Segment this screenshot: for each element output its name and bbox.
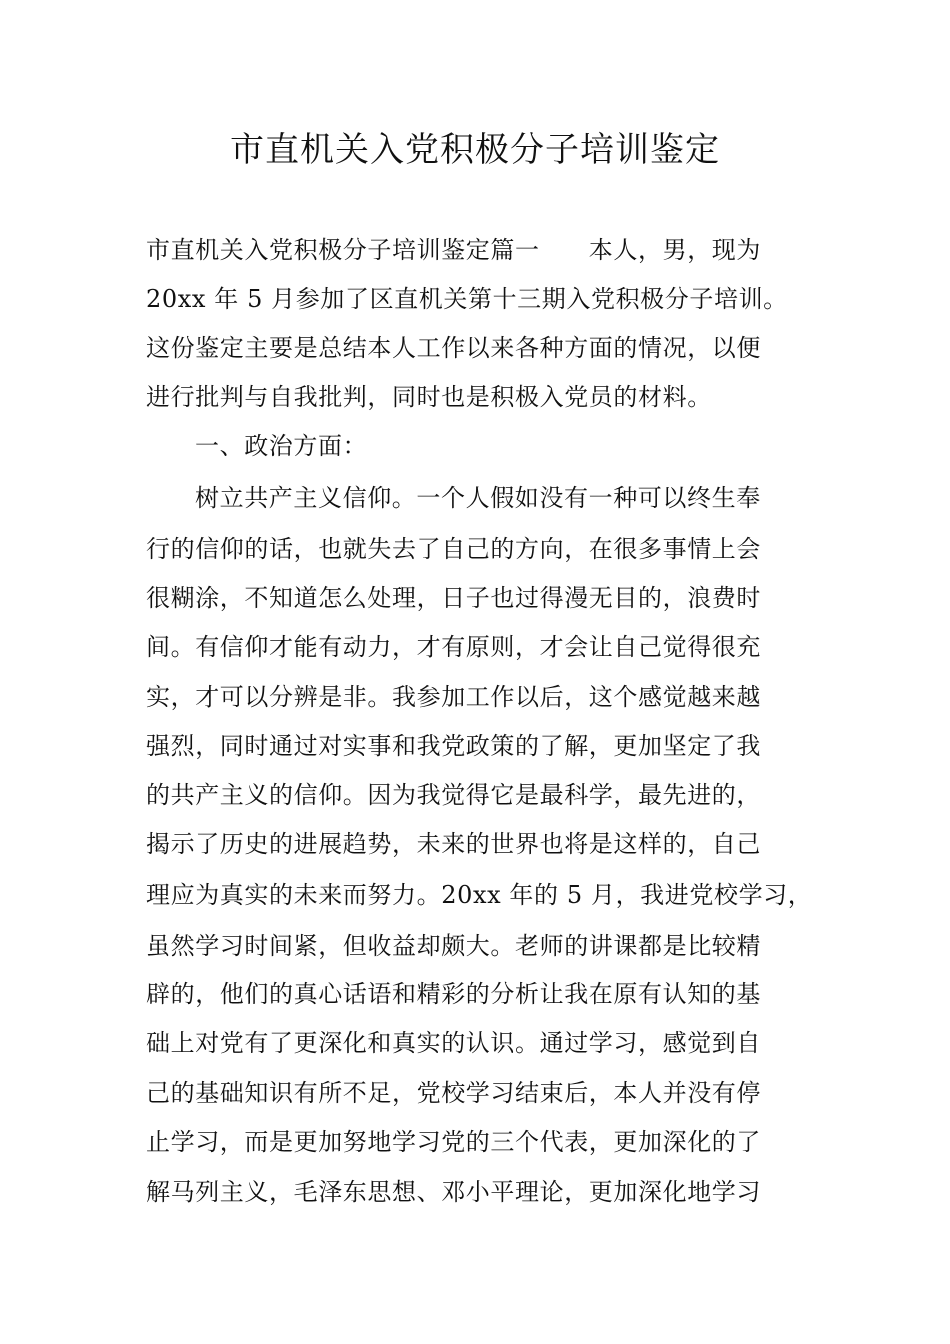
body-line-4: 进行批判与自我批判，同时也是积极入党员的材料。 [146, 383, 712, 411]
body-line-10: 实，才可以分辨是非。我参加工作以后，这个感觉越来越 [146, 683, 761, 711]
body-line-20: 解马列主义，毛泽东思想、邓小平理论，更加深化地学习 [146, 1178, 761, 1206]
body-line-3: 这份鉴定主要是总结本人工作以来各种方面的情况，以便 [146, 334, 761, 362]
body-line-2: 20xx 年 5 月参加了区直机关第十三期入党积极分子培训。 [146, 285, 788, 313]
body-line-16: 辟的，他们的真心话语和精彩的分析让我在原有认知的基 [146, 980, 761, 1008]
body-line-9: 间。有信仰才能有动力，才有原则，才会让自己觉得很充 [146, 633, 761, 661]
document-title: 市直机关入党积极分子培训鉴定 [230, 130, 720, 170]
body-line-18: 己的基础知识有所不足，党校学习结束后，本人并没有停 [146, 1079, 761, 1107]
body-line-8: 很糊涂，不知道怎么处理，日子也过得漫无目的，浪费时 [146, 584, 761, 612]
body-line-17: 础上对党有了更深化和真实的认识。通过学习，感觉到自 [146, 1029, 761, 1057]
body-line-14: 理应为真实的未来而努力。20xx 年的 5 月，我进党校学习， [146, 881, 813, 909]
body-line-15: 虽然学习时间紧，但收益却颇大。老师的讲课都是比较精 [146, 932, 761, 960]
body-line-12: 的共产主义的信仰。因为我觉得它是最科学，最先进的， [146, 781, 761, 809]
body-line-6: 树立共产主义信仰。一个人假如没有一种可以终生奉 [195, 484, 761, 512]
body-line-11: 强烈，同时通过对实事和我党政策的了解，更加坚定了我 [146, 732, 761, 760]
section-heading-politics: 一、政治方面： [195, 432, 368, 460]
body-line-19: 止学习，而是更加努地学习党的三个代表，更加深化的了 [146, 1128, 761, 1156]
body-line-7: 行的信仰的话，也就失去了自己的方向，在很多事情上会 [146, 535, 761, 563]
body-line-1: 市直机关入党积极分子培训鉴定篇一 本人，男，现为 [146, 236, 761, 264]
body-line-13: 揭示了历史的进展趋势，未来的世界也将是这样的，自己 [146, 830, 761, 858]
